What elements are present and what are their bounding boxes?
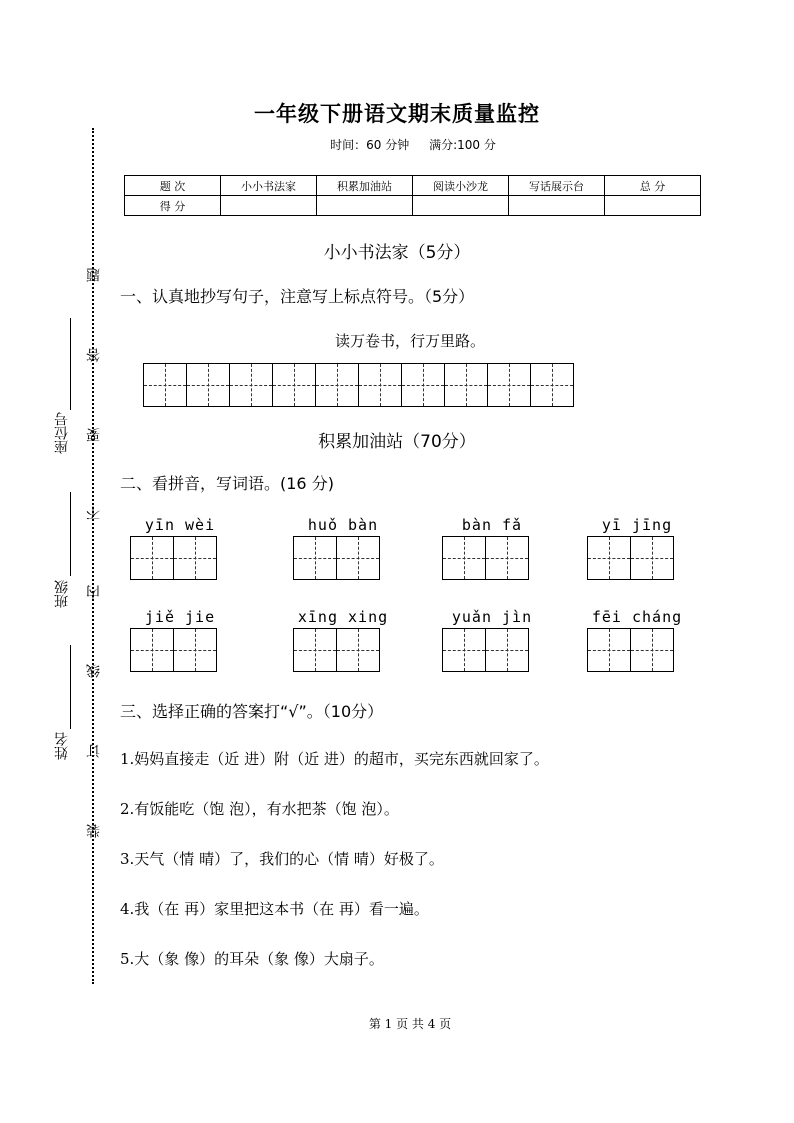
pinyin-word bbox=[442, 516, 542, 580]
pinyin-text: jiě jie bbox=[144, 608, 216, 626]
writing-cell[interactable] bbox=[358, 363, 402, 407]
binding-char: 不 bbox=[86, 506, 102, 520]
writing-cell[interactable] bbox=[587, 628, 631, 672]
pinyin-text: yī jīng bbox=[601, 516, 673, 534]
writing-cell[interactable] bbox=[173, 628, 217, 672]
copy-sentence: 读万卷书，行万里路。 bbox=[334, 332, 485, 350]
pinyin-text: xīng xing bbox=[297, 608, 389, 626]
score-table-cell: 得 分 bbox=[125, 196, 221, 216]
choice-item-2[interactable]: 2.有饭能吃（饱 泡），有水把茶（饱 泡）。 bbox=[120, 800, 399, 818]
score-table-cell: 阅读小沙龙 bbox=[413, 176, 509, 196]
pinyin-text: yīn wèi bbox=[144, 516, 216, 534]
writing-cell[interactable] bbox=[229, 363, 273, 407]
writing-cell[interactable] bbox=[630, 536, 674, 580]
writing-cell[interactable] bbox=[130, 536, 174, 580]
writing-cell[interactable] bbox=[293, 628, 337, 672]
pinyin-word bbox=[293, 608, 393, 672]
question-3: 三、选择正确的答案打“√”。（10分） bbox=[120, 702, 384, 721]
pinyin-word bbox=[130, 608, 230, 672]
writing-cell[interactable] bbox=[530, 363, 574, 407]
writing-cell[interactable] bbox=[442, 628, 486, 672]
choice-item-5[interactable]: 5.大（象 像）的耳朵（象 像）大扇子。 bbox=[120, 950, 384, 968]
binding-char: 题 bbox=[86, 268, 102, 282]
writing-cell[interactable] bbox=[630, 628, 674, 672]
writing-cell[interactable] bbox=[315, 363, 359, 407]
choice-item-4[interactable]: 4.我（在 再）家里把这本书（在 再）看一遍。 bbox=[120, 900, 429, 918]
writing-cell[interactable] bbox=[587, 536, 631, 580]
binding-char: 答 bbox=[86, 348, 102, 362]
pinyin-word bbox=[442, 608, 542, 672]
pinyin-text: huǒ bàn bbox=[307, 516, 379, 534]
page-title: 一年级下册语文期末质量监控 bbox=[254, 102, 540, 126]
score-input-cell[interactable] bbox=[317, 196, 413, 216]
choice-item-3[interactable]: 3.天气（情 晴）了，我们的心（情 晴）好极了。 bbox=[120, 850, 444, 868]
pinyin-text: yuǎn jìn bbox=[451, 608, 533, 626]
section2-title: 积累加油站（70分） bbox=[318, 432, 476, 452]
page-footer: 第 1 页 共 4 页 bbox=[368, 1017, 452, 1031]
binding-char: 装 bbox=[86, 824, 102, 838]
writing-grid[interactable] bbox=[143, 363, 574, 407]
score-input-cell[interactable] bbox=[509, 196, 605, 216]
writing-cell[interactable] bbox=[485, 536, 529, 580]
pinyin-word bbox=[130, 516, 230, 580]
writing-cell[interactable] bbox=[173, 536, 217, 580]
class-label: 班级 bbox=[54, 580, 70, 608]
writing-cell[interactable] bbox=[336, 628, 380, 672]
binding-char: 内 bbox=[86, 585, 102, 599]
score-input-cell[interactable] bbox=[605, 196, 701, 216]
writing-cell[interactable] bbox=[130, 628, 174, 672]
writing-cell[interactable] bbox=[143, 363, 187, 407]
score-table-cell: 题 次 bbox=[125, 176, 221, 196]
name-underline bbox=[70, 645, 71, 729]
score-table-cell: 总 分 bbox=[605, 176, 701, 196]
section1-title: 小小书法家（5分） bbox=[323, 243, 471, 263]
writing-cell[interactable] bbox=[186, 363, 230, 407]
pinyin-word bbox=[293, 516, 393, 580]
score-table bbox=[124, 175, 701, 216]
writing-cell[interactable] bbox=[401, 363, 445, 407]
writing-cell[interactable] bbox=[293, 536, 337, 580]
exam-full-score: 满分:100 分 bbox=[429, 138, 496, 152]
name-label: 姓名 bbox=[54, 732, 70, 760]
writing-cell[interactable] bbox=[487, 363, 531, 407]
writing-cell[interactable] bbox=[336, 536, 380, 580]
class-underline bbox=[70, 492, 71, 576]
seat-number-label: 座位号 bbox=[54, 412, 70, 454]
score-input-cell[interactable] bbox=[221, 196, 317, 216]
writing-cell[interactable] bbox=[444, 363, 488, 407]
writing-cell[interactable] bbox=[442, 536, 486, 580]
pinyin-word bbox=[587, 516, 687, 580]
pinyin-text: bàn fǎ bbox=[461, 516, 523, 534]
score-table-header-row bbox=[125, 176, 701, 196]
pinyin-text: fēi cháng bbox=[591, 608, 683, 626]
pinyin-word bbox=[587, 608, 687, 672]
score-table-cell: 写话展示台 bbox=[509, 176, 605, 196]
score-table-cell: 积累加油站 bbox=[317, 176, 413, 196]
writing-cell[interactable] bbox=[485, 628, 529, 672]
binding-char: 订 bbox=[86, 744, 102, 758]
question-1: 一、认真地抄写句子，注意写上标点符号。（5分） bbox=[120, 287, 475, 306]
score-input-cell[interactable] bbox=[413, 196, 509, 216]
score-table-score-row bbox=[125, 196, 701, 216]
exam-info bbox=[0, 136, 794, 153]
choice-item-1[interactable]: 1.妈妈直接走（近 进）附（近 进）的超市，买完东西就回家了。 bbox=[120, 750, 549, 768]
question-2: 二、看拼音，写词语。(16 分) bbox=[120, 474, 334, 493]
writing-cell[interactable] bbox=[272, 363, 316, 407]
binding-char: 要 bbox=[86, 428, 102, 442]
binding-char: 线 bbox=[86, 664, 102, 678]
score-table-cell: 小小书法家 bbox=[221, 176, 317, 196]
exam-time: 时间：60 分钟 bbox=[330, 138, 410, 152]
